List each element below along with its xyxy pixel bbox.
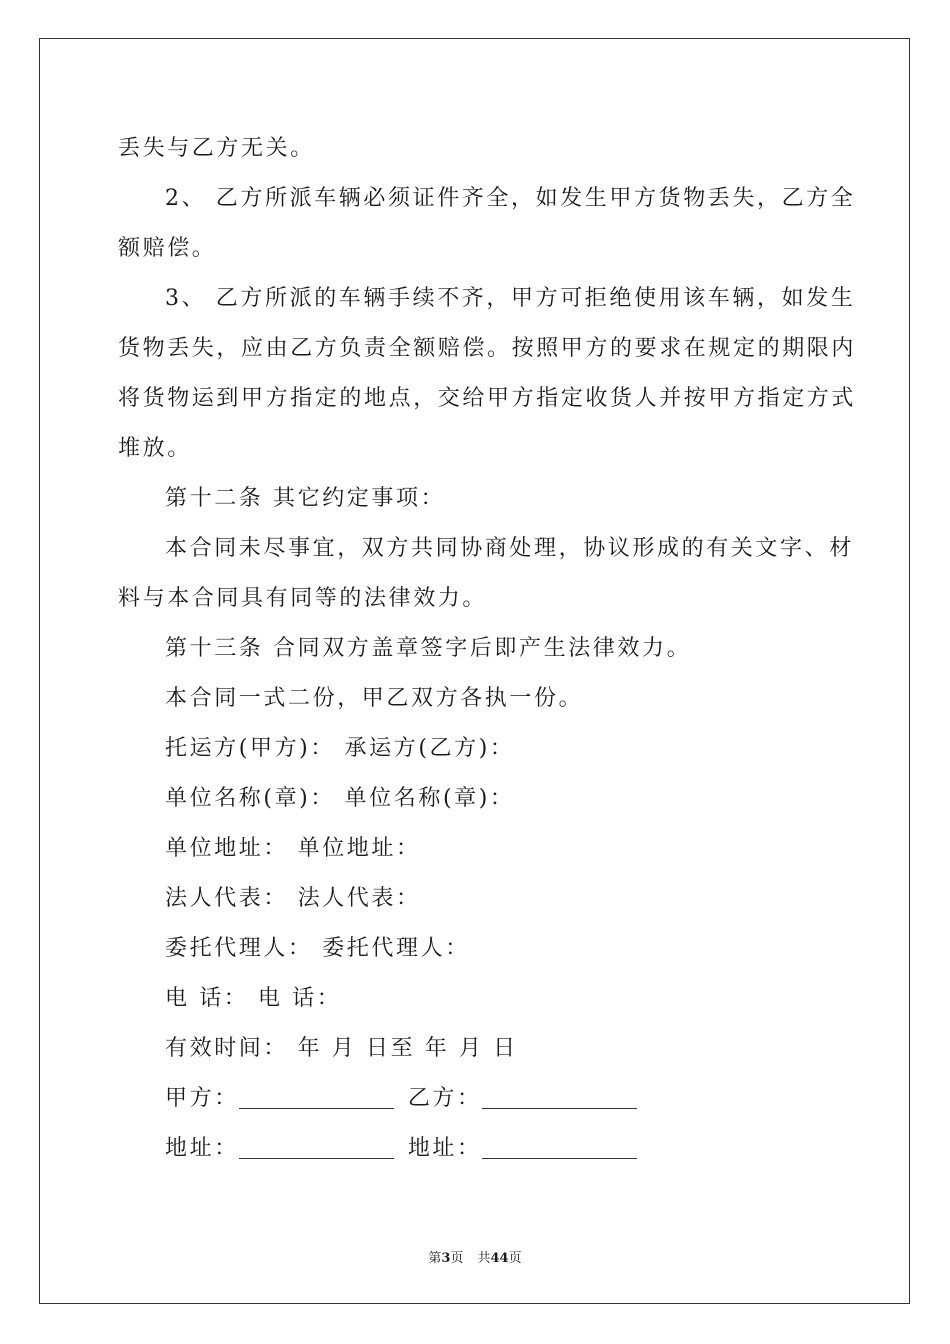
signature-row-party <box>118 1074 834 1124</box>
paragraph-line: 额赔偿。 <box>118 236 217 261</box>
party-b-blank-line <box>482 1086 637 1109</box>
party-b-label: 乙方： <box>407 1086 482 1111</box>
party-a-blank-line <box>239 1086 394 1109</box>
signature-row-address <box>118 1124 834 1174</box>
article-13-heading: 第十三条 合同双方盖章签字后即产生法律效力。 <box>165 636 692 661</box>
address-a-label: 地址： <box>165 1136 239 1161</box>
paragraph-line: 堆放。 <box>118 436 192 461</box>
clause-item-2: 2、 乙方所派车辆必须证件齐全，如发生甲方货物丢失，乙方全 <box>165 186 856 211</box>
unit-name-labels: 单位名称(章)： 单位名称(章)： <box>165 786 515 811</box>
validity-period: 有效时间： 年 月 日至 年 月 日 <box>165 1036 518 1061</box>
total-pages-number: 44 <box>490 1251 509 1266</box>
page-footer <box>0 1247 950 1266</box>
footer-page-suffix: 页 <box>450 1251 464 1266</box>
address-b-blank-line <box>482 1136 637 1159</box>
paragraph-line: 将货物运到甲方指定的地点，交给甲方指定收货人并按甲方指定方式 <box>118 386 857 411</box>
footer-prefix: 第 <box>428 1251 442 1266</box>
current-page-number: 3 <box>441 1251 451 1266</box>
paragraph-line: 丢失与乙方无关。 <box>118 136 315 161</box>
address-b-label: 地址： <box>407 1136 482 1161</box>
paragraph-line: 货物丢失，应由乙方负责全额赔偿。按照甲方的要求在规定的期限内 <box>118 336 857 361</box>
unit-address-labels: 单位地址： 单位地址： <box>165 836 421 861</box>
paragraph-line: 本合同一式二份，甲乙双方各执一份。 <box>165 686 584 711</box>
party-a-label: 甲方： <box>165 1086 239 1111</box>
footer-total-prefix: 共 <box>477 1251 491 1266</box>
paragraph-line: 本合同未尽事宜，双方共同协商处理，协议形成的有关文字、材 <box>165 536 854 561</box>
phone-labels: 电 话： 电 话： <box>165 986 342 1011</box>
clause-item-3: 3、 乙方所派的车辆手续不齐，甲方可拒绝使用该车辆，如发生 <box>165 286 856 311</box>
agent-labels: 委托代理人： 委托代理人： <box>165 936 470 961</box>
legal-rep-labels: 法人代表： 法人代表： <box>165 886 421 911</box>
party-labels: 托运方(甲方)： 承运方(乙方)： <box>165 736 515 761</box>
document-body <box>118 124 857 1174</box>
paragraph-line: 料与本合同具有同等的法律效力。 <box>118 586 488 611</box>
address-a-blank-line <box>239 1136 394 1159</box>
footer-total-suffix: 页 <box>508 1251 522 1266</box>
article-12-heading: 第十二条 其它约定事项： <box>165 486 446 511</box>
